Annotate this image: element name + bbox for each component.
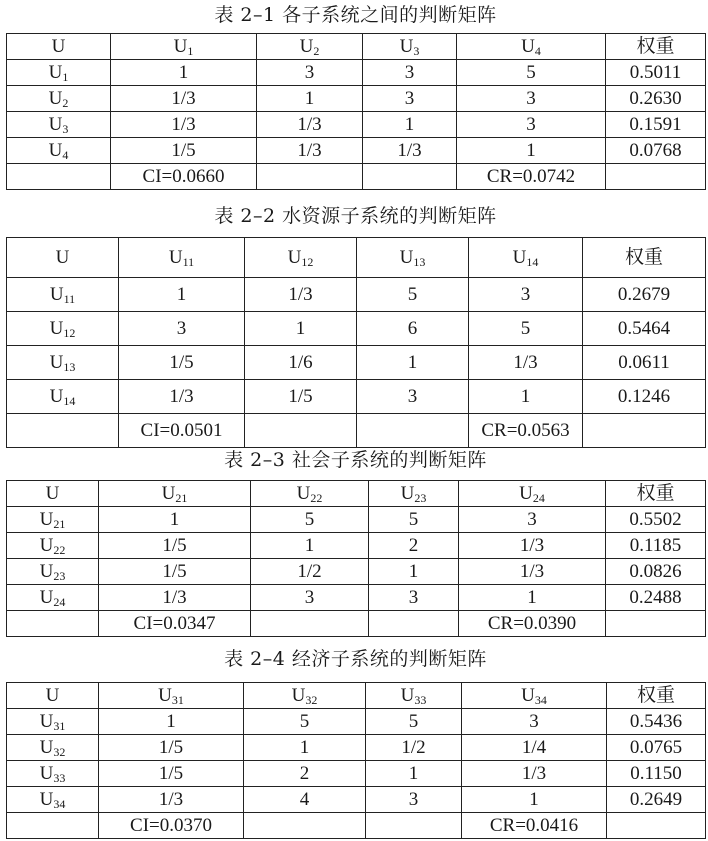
row-label-cell bbox=[7, 533, 99, 559]
header-row bbox=[7, 238, 706, 278]
matrix-cell: 1 bbox=[245, 312, 357, 346]
table-row bbox=[7, 533, 706, 559]
matrix-cell: 3 bbox=[469, 278, 583, 312]
table-row bbox=[7, 138, 706, 164]
matrix-cell: 1/5 bbox=[99, 735, 244, 761]
cell-subscript: 4 bbox=[534, 44, 541, 58]
cr-value: CR=0.0742 bbox=[457, 164, 606, 190]
cell-subscript: 31 bbox=[171, 693, 184, 707]
table-row bbox=[7, 507, 706, 533]
matrix-cell: 1/2 bbox=[251, 559, 369, 585]
judgment-matrix-table bbox=[6, 682, 706, 839]
matrix-cell: 1/5 bbox=[99, 533, 251, 559]
weight-cell: 0.0765 bbox=[607, 735, 706, 761]
matrix-cell: 1/3 bbox=[99, 585, 251, 611]
cell-symbol: U bbox=[291, 685, 306, 706]
cell-subscript: 14 bbox=[63, 394, 76, 408]
matrix-cell: 3 bbox=[257, 60, 363, 86]
table-row bbox=[7, 559, 706, 585]
cell-symbol: U bbox=[49, 386, 64, 407]
cell-symbol: U bbox=[512, 247, 527, 268]
consistency-row bbox=[7, 414, 706, 448]
header-cell: 权重 bbox=[583, 238, 706, 278]
header-cell: 权重 bbox=[606, 481, 706, 507]
matrix-cell: 1/3 bbox=[111, 112, 257, 138]
header-row bbox=[7, 34, 706, 60]
empty-cell bbox=[251, 611, 369, 637]
matrix-cell: 1/3 bbox=[257, 112, 363, 138]
matrix-cell: 3 bbox=[457, 86, 606, 112]
weight-cell: 0.1591 bbox=[606, 112, 706, 138]
table-row bbox=[7, 585, 706, 611]
cell-symbol: U bbox=[49, 284, 64, 305]
row-label-cell bbox=[7, 86, 111, 112]
matrix-cell: 5 bbox=[357, 278, 469, 312]
cell-symbol: U bbox=[399, 36, 414, 57]
header-cell: U bbox=[7, 34, 111, 60]
judgment-matrix-table bbox=[6, 33, 706, 190]
cell-subscript: 3 bbox=[62, 122, 69, 136]
cell-subscript: 33 bbox=[414, 693, 427, 707]
empty-cell bbox=[7, 414, 119, 448]
matrix-cell: 5 bbox=[244, 709, 366, 735]
ci-value: CI=0.0660 bbox=[111, 164, 257, 190]
table-caption: 表 2–2 水资源子系统的判断矩阵 bbox=[214, 205, 497, 227]
header-row bbox=[7, 481, 706, 507]
cell-symbol: U bbox=[48, 140, 63, 161]
header-row bbox=[7, 683, 706, 709]
cell-subscript: 13 bbox=[413, 255, 426, 269]
matrix-cell: 6 bbox=[357, 312, 469, 346]
header-cell: 权重 bbox=[606, 34, 706, 60]
cell-symbol: U bbox=[299, 36, 314, 57]
matrix-cell: 1/3 bbox=[111, 86, 257, 112]
row-label-cell bbox=[7, 60, 111, 86]
empty-cell bbox=[257, 164, 363, 190]
row-label-cell bbox=[7, 559, 99, 585]
header-cell bbox=[251, 481, 369, 507]
cell-symbol: U bbox=[39, 535, 54, 556]
matrix-cell: 3 bbox=[459, 507, 606, 533]
cr-value: CR=0.0390 bbox=[459, 611, 606, 637]
weight-cell: 0.1150 bbox=[607, 761, 706, 787]
header-cell bbox=[457, 34, 606, 60]
matrix-cell: 1/3 bbox=[363, 138, 457, 164]
header-cell bbox=[462, 683, 607, 709]
matrix-cell: 1 bbox=[99, 507, 251, 533]
cell-subscript: 21 bbox=[175, 491, 188, 505]
matrix-cell: 1/2 bbox=[366, 735, 462, 761]
weight-cell: 0.1185 bbox=[606, 533, 706, 559]
ci-value: CI=0.0347 bbox=[99, 611, 251, 637]
matrix-cell: 1/6 bbox=[245, 346, 357, 380]
cell-symbol: U bbox=[48, 114, 63, 135]
cell-subscript: 23 bbox=[53, 569, 66, 583]
cell-subscript: 24 bbox=[532, 491, 545, 505]
matrix-cell: 3 bbox=[462, 709, 607, 735]
matrix-cell: 1 bbox=[469, 380, 583, 414]
empty-cell bbox=[583, 414, 706, 448]
empty-cell bbox=[369, 611, 459, 637]
table-caption: 表 2–1 各子系统之间的判断矩阵 bbox=[214, 4, 497, 26]
empty-cell bbox=[357, 414, 469, 448]
matrix-cell: 3 bbox=[369, 585, 459, 611]
table-caption: 表 2–4 经济子系统的判断矩阵 bbox=[224, 648, 487, 670]
row-label-cell bbox=[7, 112, 111, 138]
matrix-cell: 5 bbox=[457, 60, 606, 86]
header-cell bbox=[369, 481, 459, 507]
table-row bbox=[7, 380, 706, 414]
weight-cell: 0.5011 bbox=[606, 60, 706, 86]
weight-cell: 0.2649 bbox=[607, 787, 706, 813]
matrix-cell: 1 bbox=[357, 346, 469, 380]
cell-symbol: U bbox=[399, 247, 414, 268]
row-label-cell bbox=[7, 735, 99, 761]
ci-value: CI=0.0501 bbox=[119, 414, 245, 448]
matrix-cell: 1/3 bbox=[462, 761, 607, 787]
weight-cell: 0.5502 bbox=[606, 507, 706, 533]
judgment-matrix-table bbox=[6, 480, 706, 637]
matrix-cell: 1 bbox=[111, 60, 257, 86]
cell-symbol: U bbox=[400, 685, 415, 706]
matrix-cell: 4 bbox=[244, 787, 366, 813]
empty-cell bbox=[607, 813, 706, 839]
cell-subscript: 32 bbox=[53, 745, 66, 759]
cell-symbol: U bbox=[400, 483, 415, 504]
cell-symbol: U bbox=[287, 247, 302, 268]
matrix-cell: 2 bbox=[244, 761, 366, 787]
matrix-cell: 5 bbox=[366, 709, 462, 735]
cell-subscript: 12 bbox=[63, 326, 76, 340]
empty-cell bbox=[606, 611, 706, 637]
matrix-cell: 1/5 bbox=[99, 559, 251, 585]
header-cell: 权重 bbox=[607, 683, 706, 709]
table-row bbox=[7, 60, 706, 86]
empty-cell bbox=[244, 813, 366, 839]
table-row bbox=[7, 735, 706, 761]
cell-subscript: 11 bbox=[182, 255, 195, 269]
consistency-row bbox=[7, 813, 706, 839]
matrix-cell: 1 bbox=[257, 86, 363, 112]
empty-cell bbox=[7, 164, 111, 190]
matrix-cell: 1/3 bbox=[459, 533, 606, 559]
table-row bbox=[7, 112, 706, 138]
cell-symbol: U bbox=[39, 737, 54, 758]
cell-symbol: U bbox=[48, 88, 63, 109]
cell-symbol: U bbox=[39, 763, 54, 784]
matrix-cell: 1/3 bbox=[459, 559, 606, 585]
header-cell bbox=[257, 34, 363, 60]
cell-symbol: U bbox=[161, 483, 176, 504]
weight-cell: 0.1246 bbox=[583, 380, 706, 414]
cell-symbol: U bbox=[39, 561, 54, 582]
matrix-cell: 1/5 bbox=[119, 346, 245, 380]
matrix-cell: 1 bbox=[369, 559, 459, 585]
matrix-cell: 1/3 bbox=[99, 787, 244, 813]
row-label-cell bbox=[7, 346, 119, 380]
cell-subscript: 21 bbox=[53, 517, 66, 531]
cell-subscript: 22 bbox=[53, 543, 66, 557]
row-label-cell bbox=[7, 585, 99, 611]
cell-symbol: U bbox=[521, 36, 535, 57]
weight-cell: 0.2630 bbox=[606, 86, 706, 112]
header-cell bbox=[119, 238, 245, 278]
consistency-row bbox=[7, 164, 706, 190]
header-cell bbox=[469, 238, 583, 278]
matrix-cell: 1 bbox=[251, 533, 369, 559]
matrix-cell: 5 bbox=[469, 312, 583, 346]
cell-symbol: U bbox=[39, 711, 54, 732]
cell-subscript: 2 bbox=[62, 96, 69, 110]
cell-subscript: 13 bbox=[63, 360, 76, 374]
matrix-cell: 1 bbox=[462, 787, 607, 813]
table-row bbox=[7, 761, 706, 787]
weight-cell: 0.5464 bbox=[583, 312, 706, 346]
header-cell bbox=[366, 683, 462, 709]
cell-subscript: 32 bbox=[305, 693, 318, 707]
cell-subscript: 24 bbox=[53, 595, 66, 609]
header-cell bbox=[99, 481, 251, 507]
weight-cell: 0.0826 bbox=[606, 559, 706, 585]
weight-cell: 0.0611 bbox=[583, 346, 706, 380]
table-caption: 表 2–3 社会子系统的判断矩阵 bbox=[224, 449, 487, 471]
table-row bbox=[7, 312, 706, 346]
cell-subscript: 1 bbox=[187, 44, 194, 58]
cell-symbol: U bbox=[521, 685, 535, 706]
row-label-cell bbox=[7, 709, 99, 735]
matrix-cell: 1 bbox=[459, 585, 606, 611]
matrix-cell: 1 bbox=[99, 709, 244, 735]
empty-cell bbox=[245, 414, 357, 448]
header-cell bbox=[245, 238, 357, 278]
cell-subscript: 34 bbox=[534, 693, 547, 707]
cr-value: CR=0.0563 bbox=[469, 414, 583, 448]
cell-subscript: 1 bbox=[62, 70, 69, 84]
cell-subscript: 3 bbox=[413, 44, 420, 58]
matrix-cell: 1/3 bbox=[257, 138, 363, 164]
matrix-cell: 1/5 bbox=[99, 761, 244, 787]
matrix-cell: 3 bbox=[457, 112, 606, 138]
matrix-cell: 1/5 bbox=[245, 380, 357, 414]
matrix-cell: 1 bbox=[366, 761, 462, 787]
row-label-cell bbox=[7, 761, 99, 787]
cell-subscript: 11 bbox=[63, 292, 76, 306]
header-cell bbox=[459, 481, 606, 507]
matrix-cell: 3 bbox=[357, 380, 469, 414]
header-cell bbox=[111, 34, 257, 60]
empty-cell bbox=[363, 164, 457, 190]
row-label-cell bbox=[7, 507, 99, 533]
matrix-cell: 1 bbox=[363, 112, 457, 138]
cell-symbol: U bbox=[48, 62, 63, 83]
cell-subscript: 12 bbox=[301, 255, 314, 269]
matrix-cell: 1/5 bbox=[111, 138, 257, 164]
consistency-row bbox=[7, 611, 706, 637]
cell-symbol: U bbox=[39, 789, 54, 810]
cell-subscript: 14 bbox=[526, 255, 539, 269]
cell-symbol: U bbox=[39, 587, 54, 608]
cell-subscript: 31 bbox=[53, 719, 66, 733]
header-cell bbox=[99, 683, 244, 709]
cell-symbol: U bbox=[49, 352, 64, 373]
weight-cell: 0.0768 bbox=[606, 138, 706, 164]
ci-value: CI=0.0370 bbox=[99, 813, 244, 839]
row-label-cell bbox=[7, 138, 111, 164]
matrix-cell: 5 bbox=[369, 507, 459, 533]
cell-symbol: U bbox=[39, 509, 54, 530]
matrix-cell: 1/4 bbox=[462, 735, 607, 761]
matrix-cell: 3 bbox=[251, 585, 369, 611]
cell-symbol: U bbox=[49, 318, 64, 339]
empty-cell bbox=[7, 813, 99, 839]
weight-cell: 0.5436 bbox=[607, 709, 706, 735]
cell-symbol: U bbox=[519, 483, 533, 504]
cell-symbol: U bbox=[158, 685, 172, 706]
cell-symbol: U bbox=[168, 247, 183, 268]
matrix-cell: 1/3 bbox=[119, 380, 245, 414]
empty-cell bbox=[7, 611, 99, 637]
cell-subscript: 33 bbox=[53, 771, 66, 785]
table-row bbox=[7, 346, 706, 380]
matrix-cell: 5 bbox=[251, 507, 369, 533]
table-row bbox=[7, 86, 706, 112]
header-cell: U bbox=[7, 481, 99, 507]
matrix-cell: 3 bbox=[363, 86, 457, 112]
table-row bbox=[7, 709, 706, 735]
cell-symbol: U bbox=[173, 36, 188, 57]
cell-subscript: 4 bbox=[62, 148, 69, 162]
header-cell bbox=[244, 683, 366, 709]
cell-symbol: U bbox=[296, 483, 311, 504]
header-cell: U bbox=[7, 238, 119, 278]
matrix-cell: 1 bbox=[457, 138, 606, 164]
matrix-cell: 3 bbox=[366, 787, 462, 813]
table-row bbox=[7, 278, 706, 312]
empty-cell bbox=[366, 813, 462, 839]
header-cell bbox=[357, 238, 469, 278]
header-cell: U bbox=[7, 683, 99, 709]
cr-value: CR=0.0416 bbox=[462, 813, 607, 839]
matrix-cell: 1 bbox=[119, 278, 245, 312]
matrix-cell: 1 bbox=[244, 735, 366, 761]
table-row bbox=[7, 787, 706, 813]
cell-subscript: 2 bbox=[313, 44, 320, 58]
matrix-cell: 3 bbox=[363, 60, 457, 86]
matrix-cell: 1/3 bbox=[245, 278, 357, 312]
cell-subscript: 34 bbox=[53, 797, 66, 811]
cell-subscript: 23 bbox=[414, 491, 427, 505]
row-label-cell bbox=[7, 312, 119, 346]
header-cell bbox=[363, 34, 457, 60]
row-label-cell bbox=[7, 278, 119, 312]
cell-subscript: 22 bbox=[310, 491, 323, 505]
row-label-cell bbox=[7, 787, 99, 813]
matrix-cell: 1/3 bbox=[469, 346, 583, 380]
matrix-cell: 2 bbox=[369, 533, 459, 559]
row-label-cell bbox=[7, 380, 119, 414]
weight-cell: 0.2679 bbox=[583, 278, 706, 312]
empty-cell bbox=[606, 164, 706, 190]
weight-cell: 0.2488 bbox=[606, 585, 706, 611]
matrix-cell: 3 bbox=[119, 312, 245, 346]
judgment-matrix-table bbox=[6, 237, 706, 448]
